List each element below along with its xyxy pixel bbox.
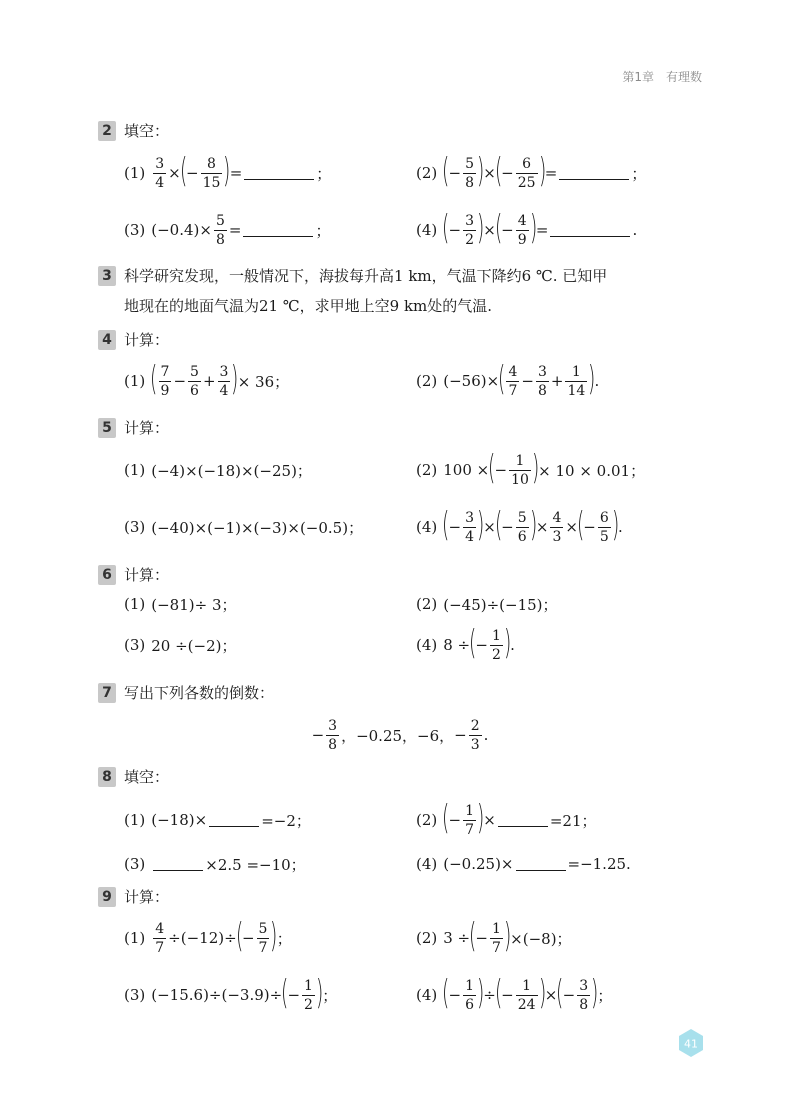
q4-item-2: (2) (−56)× ( $\frac{4}{7}$ − $\frac{3}{8}$ + $\frac{1}{14}$ ) . — [416, 359, 600, 399]
fraction: $\frac{4}{7}$ — [155, 920, 165, 956]
answer-blank — [559, 166, 629, 180]
fraction: $\frac{6}{25}$ — [517, 155, 536, 191]
fraction: $\frac{3}{8}$ — [579, 977, 589, 1013]
answer-blank — [516, 857, 566, 871]
answer-blank — [243, 223, 313, 237]
question-number-badge: 2 — [98, 121, 116, 141]
q8-item-2: (2) ( − $\frac{1}{7}$ ) × =21； — [416, 798, 597, 838]
answer-blank — [498, 813, 548, 827]
q5-item-1: (1) (−4)×(−18)×(−25)； — [124, 461, 312, 480]
fraction: $\frac{3}{2}$ — [465, 212, 475, 248]
fraction: $\frac{3}{4}$ — [219, 363, 229, 399]
page-number-badge — [676, 1028, 706, 1058]
fraction: $\frac{4}{9}$ — [517, 212, 527, 248]
question-number-badge: 4 — [98, 330, 116, 350]
fraction: $\frac{1}{2}$ — [491, 627, 501, 663]
fraction: $\frac{1}{24}$ — [517, 977, 536, 1013]
q6-item-4: (4) 8 ÷ ( − $\frac{1}{2}$ ) . — [416, 623, 515, 663]
question-title: 计算： — [124, 888, 170, 906]
q5-item-3: (3) (−40)×(−1)×(−3)×(−0.5)； — [124, 518, 364, 537]
q6-item-2: (2) (−45)÷(−15)； — [416, 595, 558, 614]
q3-text-line2: 地现在的地面气温为21 ℃，求甲地上空9 km处的气温. — [124, 297, 493, 315]
fraction: $\frac{3}{4}$ — [155, 155, 165, 191]
q2-item-4: (4) ( − $\frac{3}{2}$ ) × ( − $\frac{4}{9}$ ) = . — [416, 208, 638, 248]
answer-blank — [153, 857, 203, 871]
question-title: 计算： — [124, 331, 170, 349]
fraction: $\frac{8}{15}$ — [202, 155, 221, 191]
answer-blank — [209, 813, 259, 827]
q8-item-1: (1) (−18)× =−2； — [124, 811, 311, 830]
question-title: 填空： — [124, 768, 170, 786]
question-number-badge: 6 — [98, 565, 116, 585]
fraction: $\frac{4}{3}$ — [552, 509, 562, 545]
question-number-badge: 8 — [98, 767, 116, 787]
q5-item-2: (2) 100 × ( − $\frac{1}{10}$ ) × 10 × 0.01； — [416, 448, 646, 488]
q5-item-4: (4) ( − $\frac{3}{4}$ ) × ( − $\frac{5}{6}$ ) × $\frac{4}{3}$ × ( − $\frac{6}{5}$ ) . — [416, 505, 623, 545]
fraction: $\frac{2}{3}$ — [470, 717, 480, 753]
fraction: $\frac{3}{4}$ — [465, 509, 475, 545]
fraction: $\frac{6}{5}$ — [599, 509, 609, 545]
fraction: $\frac{1}{2}$ — [304, 977, 313, 1013]
answer-blank — [550, 223, 630, 237]
q2-item-3: (3) (−0.4)× $\frac{5}{8}$ = ； — [124, 212, 331, 248]
question-number-badge: 7 — [98, 683, 116, 703]
q3-text-line1: 科学研究发现，一般情况下，海拔每升高1 km，气温下降约6 ℃. 已知甲 — [124, 267, 608, 285]
question-title: 计算： — [124, 566, 170, 584]
fraction: $\frac{4}{7}$ — [508, 363, 518, 399]
page-number: 41 — [684, 1037, 698, 1051]
fraction: $\frac{5}{8}$ — [215, 212, 225, 248]
q8-item-4: (4) (−0.25)× =−1.25. — [416, 855, 631, 873]
q2-item-1: (1) $\frac{3}{4}$ × ( − $\frac{8}{15}$ ) = ； — [124, 151, 332, 191]
q6-item-1: (1) (−81)÷ 3； — [124, 595, 237, 614]
fraction: $\frac{5}{6}$ — [517, 509, 527, 545]
fraction: $\frac{3}{8}$ — [537, 363, 547, 399]
fraction: $\frac{7}{9}$ — [160, 363, 170, 399]
q2-item-2: (2) ( − $\frac{5}{8}$ ) × ( − $\frac{6}{25}$ ) = ； — [416, 151, 647, 191]
q9-item-2: (2) 3 ÷ ( − $\frac{1}{7}$ ) ×(−8)； — [416, 916, 572, 956]
fraction: $\frac{1}{10}$ — [511, 452, 529, 488]
question-number-badge: 9 — [98, 887, 116, 907]
q7-expression: − $\frac{3}{8}$ ，−0.25，−6， − $\frac{2}{3}$ . — [311, 717, 489, 753]
fraction: $\frac{1}{7}$ — [465, 802, 475, 838]
fraction: $\frac{5}{7}$ — [258, 920, 268, 956]
running-header — [622, 68, 702, 85]
fraction: $\frac{5}{8}$ — [465, 155, 475, 191]
fraction: $\frac{3}{8}$ — [328, 717, 338, 753]
chapter-title: 有理数 — [665, 70, 702, 84]
question-number-badge: 3 — [98, 266, 116, 286]
chapter-label: 第1章 — [622, 70, 654, 84]
question-title: 填空： — [124, 122, 170, 140]
question-number-badge: 5 — [98, 418, 116, 438]
fraction: $\frac{5}{6}$ — [190, 363, 199, 399]
answer-blank — [244, 166, 314, 180]
question-title: 计算： — [124, 419, 170, 437]
q9-item-4: (4) ( − $\frac{1}{6}$ ) ÷ ( − $\frac{1}{24}$ ) × ( − $\frac{3}{8}$ ) ； — [416, 973, 613, 1013]
q8-item-3: (3) ×2.5 =−10； — [124, 855, 306, 874]
fraction: $\frac{1}{6}$ — [465, 977, 475, 1013]
fraction: $\frac{1}{14}$ — [567, 363, 586, 399]
question-title: 写出下列各数的倒数： — [124, 684, 275, 702]
q9-item-1: (1) $\frac{4}{7}$ ÷(−12)÷ ( − $\frac{5}{7}$ ) ； — [124, 916, 292, 956]
q4-item-1: (1) ( $\frac{7}{9}$ − $\frac{5}{6}$ + $\frac{3}{4}$ ) × 36； — [124, 359, 290, 399]
q9-item-3: (3) (−15.6)÷(−3.9)÷ ( − $\frac{1}{2}$ ) ； — [124, 973, 338, 1013]
fraction: $\frac{1}{7}$ — [491, 920, 501, 956]
q6-item-3: (3) 20 ÷(−2)； — [124, 636, 237, 655]
